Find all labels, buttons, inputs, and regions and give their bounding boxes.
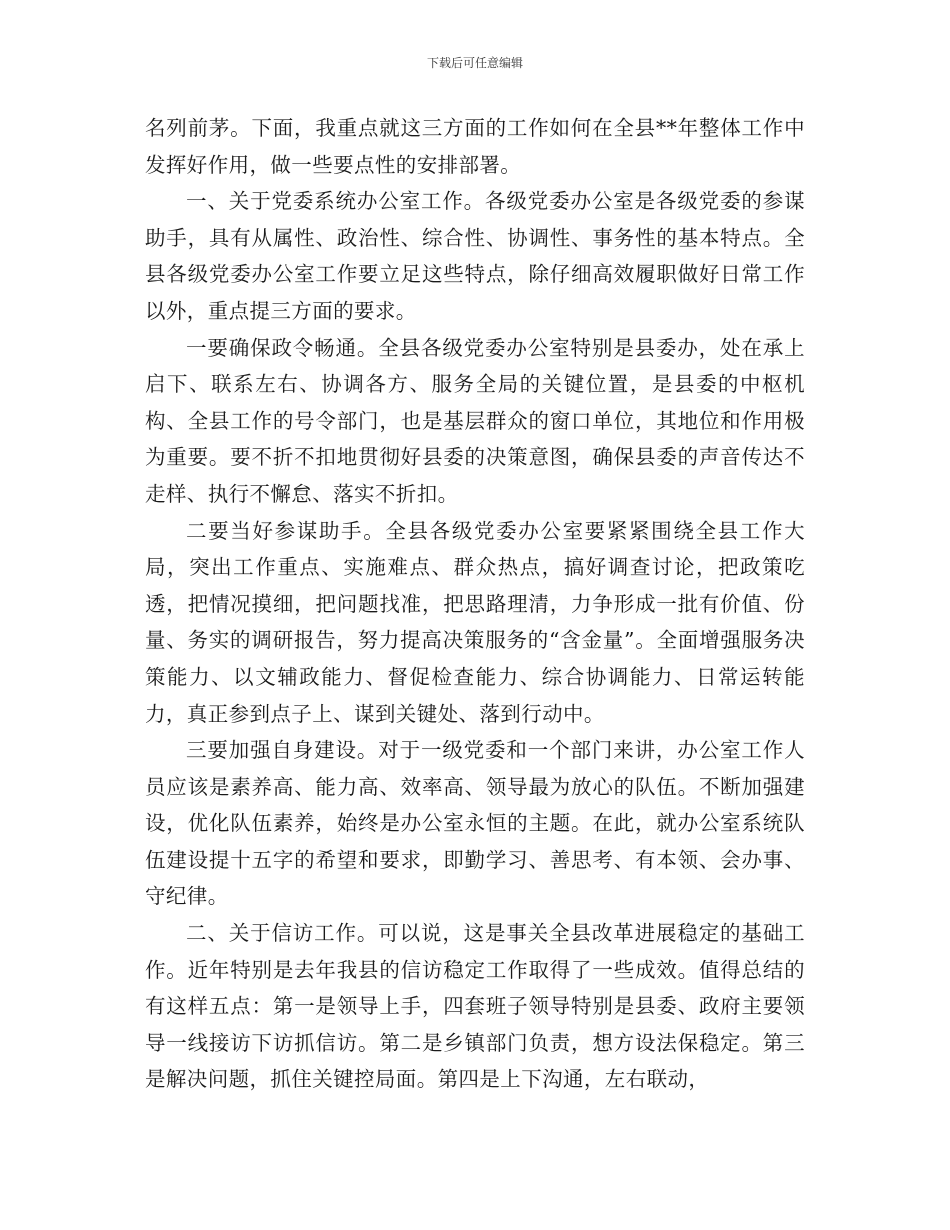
paragraph-point-three: 三要加强自身建设。对于一级党委和一个部门来讲，办公室工作人员应该是素养高、能力高、效率高、领导最为放心的队伍。不断加强建设，优化队伍素养，始终是办公室永恒的主题。在此，就办公室系统队伍建设提十五字的希望和要求，即勤学习、善思考、有本领、会办事、守纪律。 [145,738,805,909]
paragraph-section-one: 一、关于党委系统办公室工作。各级党委办公室是各级党委的参谋助手，具有从属性、政治性、综合性、协调性、事务性的基本特点。全县各级党委办公室工作要立足这些特点，除仔细高效履职做好日常工作以外，重点提三方面的要求。 [145,189,805,323]
document-body [145,110,805,1098]
page-header: 下载后可任意编辑 [426,56,523,70]
paragraph-point-two: 二要当好参谋助手。全县各级党委办公室要紧紧围绕全县工作大局，突出工作重点、实施难点、群众热点，搞好调查讨论，把政策吃透，把情况摸细，把问题找准，把思路理清，力争形成一批有价值、份量、务实的调研报告，努力提高决策服务的“含金量”。全面增强服务决策能力、以文辅政能力、督促检查能力、综合协调能力、日常运转能力，真正参到点子上、谋到关键处、落到行动中。 [145,518,805,726]
paragraph-intro: 名列前茅。下面，我重点就这三方面的工作如何在全县**年整体工作中发挥好作用，做一些要点性的安排部署。 [145,116,805,177]
paragraph-point-one: 一要确保政令畅通。全县各级党委办公室特别是县委办，处在承上启下、联系左右、协调各方、服务全局的关键位置，是县委的中枢机构、全县工作的号令部门，也是基层群众的窗口单位，其地位和作用极为重要。要不折不扣地贯彻好县委的决策意图，确保县委的声音传达不走样、执行不懈怠、落实不折扣。 [145,335,805,506]
paragraph-section-two: 二、关于信访工作。可以说，这是事关全县改革进展稳定的基础工作。近年特别是去年我县的信访稳定工作取得了一些成效。值得总结的有这样五点：第一是领导上手，四套班子领导特别是县委、政府主要领导一线接访下访抓信访。第二是乡镇部门负责，想方设法保稳定。第三是解决问题，抓住关键控局面。第四是上下沟通，左右联动， [145,921,805,1092]
